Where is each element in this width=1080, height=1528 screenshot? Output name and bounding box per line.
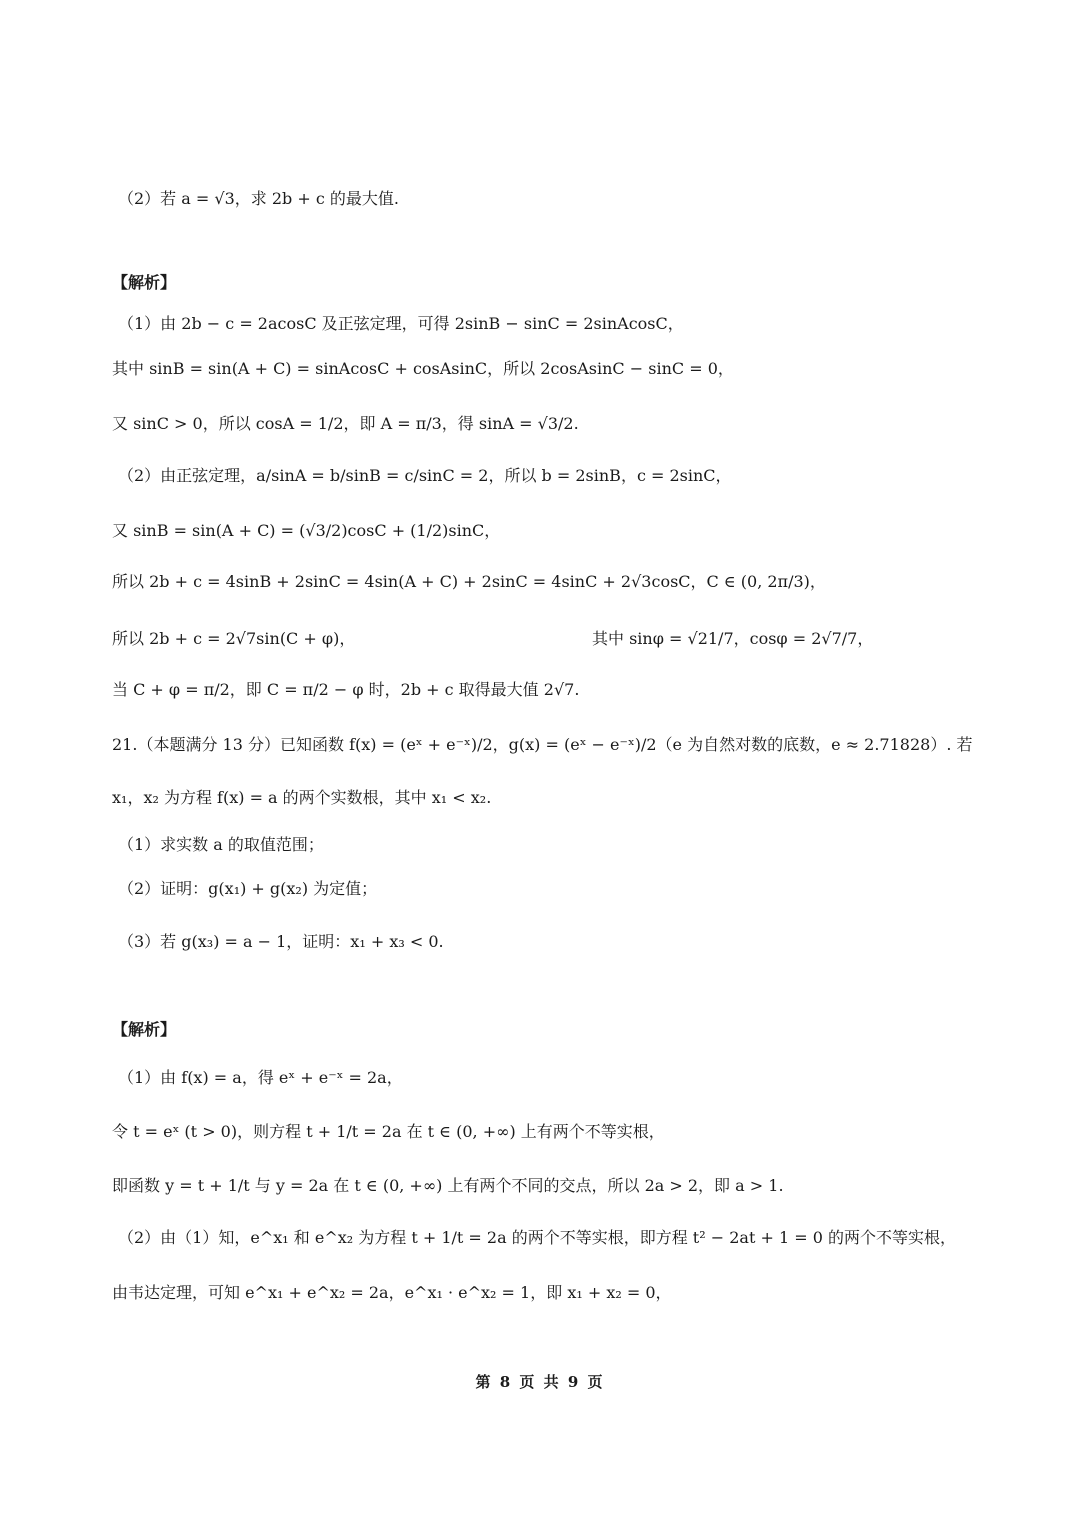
solution-line: 又 sinB = sin(A + C) = (√3/2)cosC + (1/2)sinC，	[112, 521, 501, 540]
question-21-part-1: （1）求实数 a 的取值范围；	[118, 835, 324, 854]
solution-heading: 【解析】	[112, 1020, 177, 1039]
solution-line: （2）由正弦定理，a/sinA = b/sinB = c/sinC = 2，所以 b = 2sinB，c = 2sinC，	[118, 466, 732, 485]
question-21-stem: x₁，x₂ 为方程 f(x) = a 的两个实数根，其中 x₁ < x₂.	[112, 788, 492, 807]
solution-heading: 【解析】	[112, 273, 177, 292]
solution-line: （1）由 f(x) = a，得 eˣ + e⁻ˣ = 2a，	[118, 1068, 403, 1087]
solution-line: 即函数 y = t + 1/t 与 y = 2a 在 t ∈ (0, +∞) 上有两个不同的交点，所以 2a > 2，即 a > 1.	[112, 1176, 784, 1195]
solution-line: 令 t = eˣ (t > 0)，则方程 t + 1/t = 2a 在 t ∈ (0, +∞) 上有两个不等实根，	[112, 1122, 665, 1141]
solution-line: 其中 sinB = sin(A + C) = sinAcosC + cosAsinC，所以 2cosAsinC − sinC = 0，	[112, 359, 734, 378]
solution-line: 所以 2b + c = 4sinB + 2sinC = 4sin(A + C) + 2sinC = 4sinC + 2√3cosC，C ∈ (0, 2π/3)，	[112, 572, 826, 591]
question-21-stem: 21.（本题满分 13 分）已知函数 f(x) = (eˣ + e⁻ˣ)/2，g(x) = (eˣ − e⁻ˣ)/2（e 为自然对数的底数，e ≈ 2.71828）. 若	[112, 735, 973, 754]
solution-line: （2）由（1）知，e^x₁ 和 e^x₂ 为方程 t + 1/t = 2a 的两个不等实根，即方程 t² − 2at + 1 = 0 的两个不等实根，	[118, 1228, 956, 1247]
question-20-part-2: （2）若 a = √3，求 2b + c 的最大值.	[118, 189, 399, 208]
question-21-part-2: （2）证明：g(x₁) + g(x₂) 为定值；	[118, 879, 378, 898]
solution-line: （1）由 2b − c = 2acosC 及正弦定理，可得 2sinB − sinC = 2sinAcosC，	[118, 314, 684, 333]
solution-line: 由韦达定理，可知 e^x₁ + e^x₂ = 2a，e^x₁ · e^x₂ = 1，即 x₁ + x₂ = 0，	[112, 1283, 672, 1302]
solution-line: 当 C + φ = π/2，即 C = π/2 − φ 时，2b + c 取得最大值 2√7.	[112, 680, 580, 699]
page-footer: 第 8 页 共 9 页	[475, 1373, 605, 1391]
solution-line: 所以 2b + c = 2√7sin(C + φ)，	[112, 629, 356, 648]
question-21-part-3: （3）若 g(x₃) = a − 1，证明：x₁ + x₃ < 0.	[118, 932, 444, 951]
solution-line: 又 sinC > 0，所以 cosA = 1/2，即 A = π/3，得 sinA = √3/2.	[112, 414, 579, 433]
solution-line-phi: 其中 sinφ = √21/7，cosφ = 2√7/7，	[592, 629, 874, 648]
